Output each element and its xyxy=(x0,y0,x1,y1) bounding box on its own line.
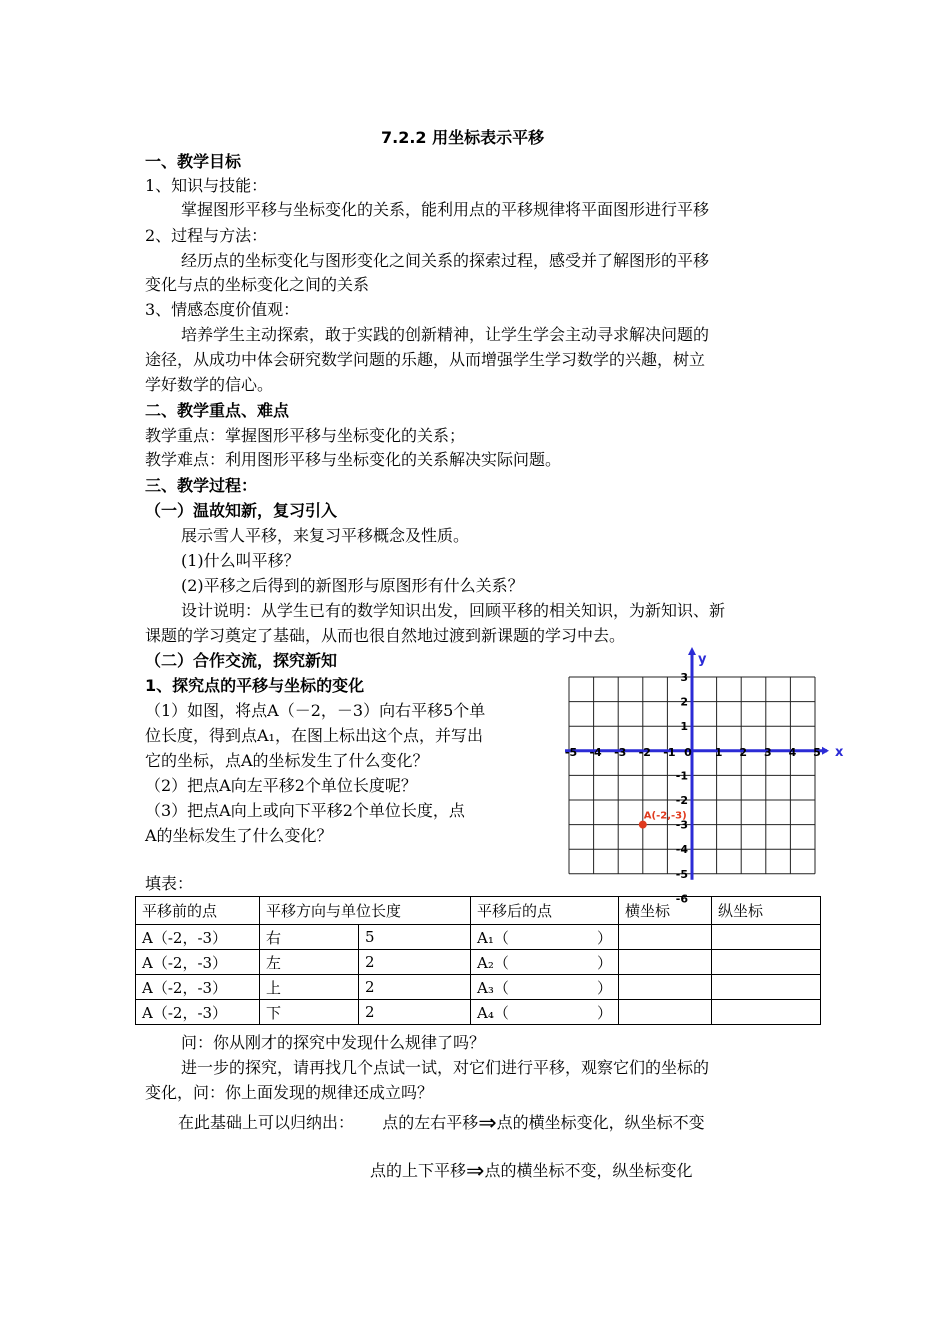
x-axis-label: x xyxy=(835,744,844,760)
subheading: 3、情感态度价值观： xyxy=(145,300,300,319)
point-a-marker xyxy=(639,821,647,829)
x-tick-label: 4 xyxy=(788,745,797,759)
paragraph: (2)平移之后得到的新图形与原图形有什么关系？ xyxy=(181,576,524,595)
y-axis-label: y xyxy=(698,652,707,667)
table-label: 填表： xyxy=(145,874,194,893)
cell-y-coord xyxy=(712,1000,821,1025)
cell-original-point: A（-2，-3） xyxy=(136,925,260,950)
table-row xyxy=(136,975,821,1000)
paragraph: 教学难点：利用图形平移与坐标变化的关系解决实际问题。 xyxy=(145,450,562,469)
translated-point-close: ） xyxy=(596,1003,612,1022)
table-row xyxy=(136,1000,821,1025)
col-header: 横坐标 xyxy=(619,897,712,925)
paragraph: 培养学生主动探索，敢于实践的创新精神，让学生学会主动寻求解决问题的 xyxy=(181,325,710,344)
paragraph: 途径，从成功中体会研究数学问题的乐趣，从而增强学生学习数学的兴趣，树立 xyxy=(145,350,706,369)
x-tick-label: 5 xyxy=(813,745,821,759)
conclusion-intro: 在此基础上可以归纳出： xyxy=(178,1113,355,1132)
paragraph: 教学重点：掌握图形平移与坐标变化的关系； xyxy=(145,426,466,445)
col-header: 平移前的点 xyxy=(136,897,260,925)
paragraph: 学好数学的信心。 xyxy=(145,375,274,394)
y-tick-label: -5 xyxy=(675,867,688,881)
paragraph: 变化与点的坐标变化之间的关系 xyxy=(145,275,370,294)
axes xyxy=(565,647,829,880)
cell-original-point: A（-2，-3） xyxy=(136,950,260,975)
cell-y-coord xyxy=(712,925,821,950)
paragraph: 问：你从刚才的探究中发现什么规律了吗？ xyxy=(181,1033,486,1052)
translated-point-open: A₃（ xyxy=(477,978,509,997)
y-tick-label: -2 xyxy=(675,794,688,807)
table-header-row xyxy=(136,897,821,925)
question-text: 它的坐标，点A的坐标发生了什么变化？ xyxy=(145,751,429,770)
translated-point-open: A₂（ xyxy=(477,953,509,972)
subheading: （一）温故知新，复习引入 xyxy=(145,501,338,520)
translated-point-open: A₄（ xyxy=(477,1003,509,1022)
y-tick-label: -3 xyxy=(675,818,688,832)
rule-1-right: 点的横坐标变化，纵坐标不变 xyxy=(496,1113,705,1132)
conclusion-line-1 xyxy=(178,1111,705,1136)
subheading: （二）合作交流，探究新知 xyxy=(145,651,338,670)
rule-2-right: 点的横坐标不变，纵坐标变化 xyxy=(484,1161,693,1180)
implies-arrow-icon: ⇒ xyxy=(466,1159,485,1184)
cell-direction: 左 xyxy=(260,950,359,975)
question-text: （2）把点A向左平移2个单位长度呢？ xyxy=(145,776,417,795)
cell-translated-point xyxy=(471,1000,619,1025)
cell-units: 2 xyxy=(359,950,471,975)
x-tick-label: -1 xyxy=(663,745,676,759)
subheading: 2、过程与方法： xyxy=(145,226,268,245)
translated-point-open: A₁（ xyxy=(477,928,509,947)
x-tick-label: -4 xyxy=(589,745,602,759)
cell-units: 2 xyxy=(359,975,471,1000)
page-title: 7.2.2 用坐标表示平移 xyxy=(381,128,545,147)
cell-original-point: A（-2，-3） xyxy=(136,975,260,1000)
y-axis-arrow-icon xyxy=(688,647,696,655)
cell-translated-point xyxy=(471,975,619,1000)
x-tick-label: -5 xyxy=(564,745,578,759)
paragraph: 课题的学习奠定了基础，从而也很自然地过渡到新课题的学习中去。 xyxy=(145,626,626,645)
cell-x-coord xyxy=(619,950,712,975)
paragraph: 经历点的坐标变化与图形变化之间关系的探索过程，感受并了解图形的平移 xyxy=(181,251,710,270)
cell-direction: 上 xyxy=(260,975,359,1000)
paragraph: 设计说明：从学生已有的数学知识出发，回顾平移的相关知识，为新知识、新 xyxy=(181,601,726,620)
subheading: 1、知识与技能： xyxy=(145,176,268,195)
cell-direction: 右 xyxy=(260,925,359,950)
cell-translated-point xyxy=(471,925,619,950)
paragraph: 掌握图形平移与坐标变化的关系，能利用点的平移规律将平面图形进行平移 xyxy=(181,200,710,219)
paragraph: (1)什么叫平移？ xyxy=(181,551,300,570)
rule-2-left: 点的上下平移 xyxy=(370,1161,467,1180)
translated-point-close: ） xyxy=(596,928,612,947)
cell-x-coord xyxy=(619,1000,712,1025)
cell-y-coord xyxy=(712,975,821,1000)
coordinate-grid xyxy=(560,645,850,906)
point-a-label: A(-2,-3) xyxy=(643,810,687,822)
y-tick-label: -6 xyxy=(675,892,688,906)
translated-point-close: ） xyxy=(596,978,612,997)
y-tick-label: 3 xyxy=(680,671,688,684)
section-heading: 三、教学过程： xyxy=(145,476,258,495)
y-tick-label: 1 xyxy=(680,720,688,734)
col-header: 纵坐标 xyxy=(712,897,821,925)
cell-y-coord xyxy=(712,950,821,975)
x-tick-label: 1 xyxy=(714,745,723,759)
subheading: 1、探究点的平移与坐标的变化 xyxy=(145,676,365,695)
col-header: 平移方向与单位长度 xyxy=(260,897,471,925)
cell-x-coord xyxy=(619,975,712,1000)
x-tick-label: 2 xyxy=(739,745,748,759)
y-tick-label: -4 xyxy=(675,843,688,857)
cell-translated-point xyxy=(471,950,619,975)
fill-table xyxy=(135,896,821,1025)
implies-arrow-icon: ⇒ xyxy=(478,1111,497,1136)
y-tick-label: -1 xyxy=(675,769,688,783)
paragraph: 变化，问：你上面发现的规律还成立吗？ xyxy=(145,1083,434,1102)
question-text: （3）把点A向上或向下平移2个单位长度，点 xyxy=(145,801,465,820)
paragraph: 进一步的探究，请再找几个点试一试，对它们进行平移，观察它们的坐标的 xyxy=(181,1058,710,1077)
table-row xyxy=(136,950,821,975)
cell-x-coord xyxy=(619,925,712,950)
cell-original-point: A（-2，-3） xyxy=(136,1000,260,1025)
x-tick-label: -2 xyxy=(638,745,651,759)
x-tick-label: -3 xyxy=(614,745,627,759)
x-axis-arrow-icon xyxy=(822,747,829,755)
section-heading: 一、教学目标 xyxy=(145,152,242,171)
question-text: A的坐标发生了什么变化？ xyxy=(145,826,333,845)
question-text: （1）如图，将点A（－2，－3）向右平移5个单 xyxy=(145,701,486,720)
paragraph: 展示雪人平移，来复习平移概念及性质。 xyxy=(181,526,470,545)
x-tick-label: 3 xyxy=(763,745,772,759)
cell-units: 5 xyxy=(359,925,471,950)
question-text: 位长度，得到点A₁，在图上标出这个点，并写出 xyxy=(145,726,483,745)
cell-units: 2 xyxy=(359,1000,471,1025)
rule-1-left: 点的左右平移 xyxy=(382,1113,479,1132)
x-tick-label: 0 xyxy=(684,745,692,759)
section-heading: 二、教学重点、难点 xyxy=(145,401,290,420)
table-row xyxy=(136,925,821,950)
col-header: 平移后的点 xyxy=(471,897,619,925)
translated-point-close: ） xyxy=(596,953,612,972)
y-tick-label: 2 xyxy=(680,695,688,709)
conclusion-line-2 xyxy=(370,1159,692,1184)
cell-direction: 下 xyxy=(260,1000,359,1025)
